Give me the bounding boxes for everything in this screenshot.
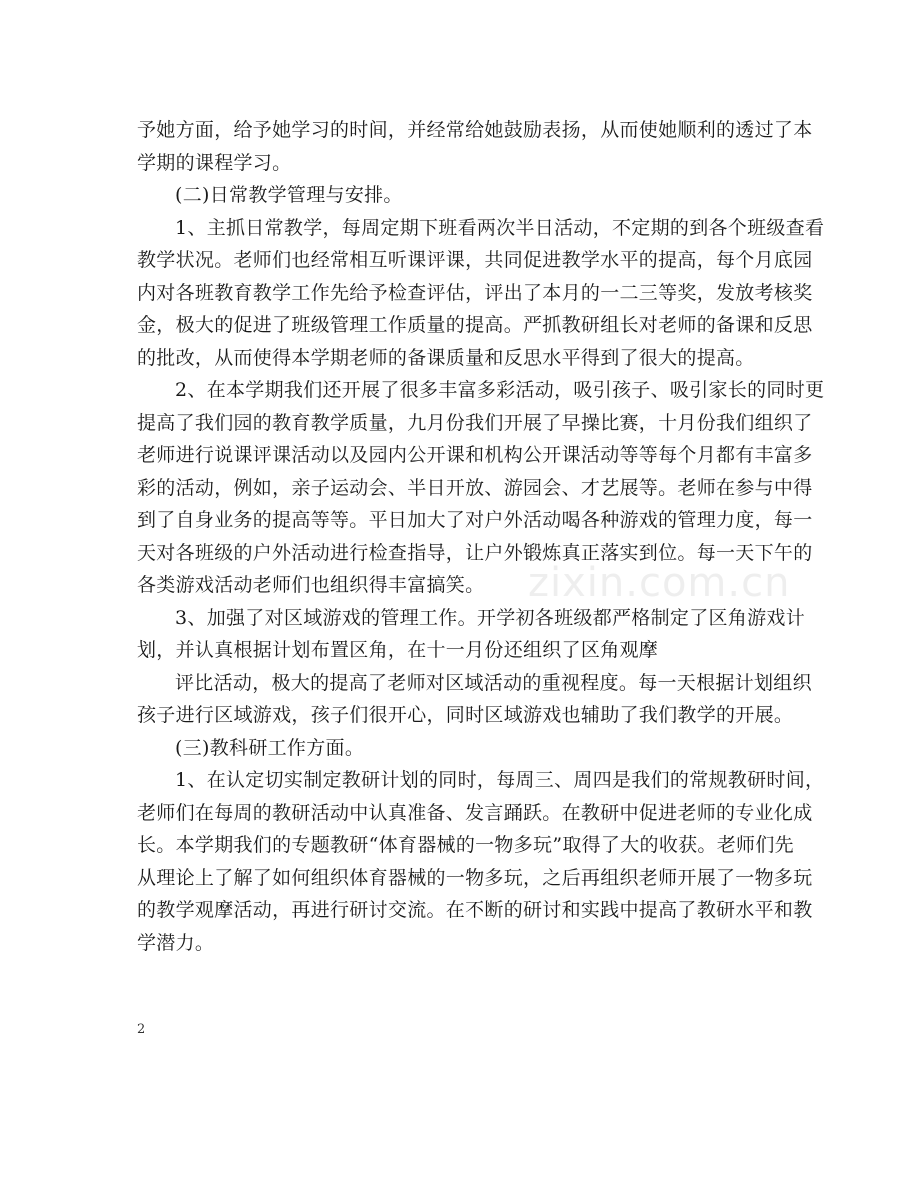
text-line: 彩的活动，例如，亲子运动会、半日开放、游园会、才艺展等。老师在参与中得 [137, 476, 813, 499]
text-line: 1、在认定切实制定教研计划的同时，每周三、周四是我们的常规教研时间， [175, 769, 825, 791]
text-line: 内对各班教育教学工作先给予检查评估，评出了本月的一二三等奖，发放考核奖 [137, 281, 813, 304]
text-line: 划，并认真根据计划布置区角，在十一月份还组织了区角观摩 [137, 639, 659, 661]
text-line: (三)教科研工作方面。 [175, 736, 365, 759]
text-line: 到了自身业务的提高等等。平日加大了对户外活动喝各种游戏的管理力度，每一 [137, 509, 813, 531]
text-line: 金，极大的促进了班级管理工作质量的提高。严抓教研组长对老师的备课和反思 [137, 314, 813, 336]
text-line: 1、主抓日常教学，每周定期下班看两次半日活动，不定期的到各个班级查看 [175, 216, 825, 239]
text-line: 评比活动，极大的提高了老师对区域活动的重视程度。每一天根据计划组织 [175, 671, 812, 694]
watermark: zixin.com.cn [528, 560, 791, 606]
page-number: 2 [137, 1022, 146, 1037]
text-line: 学期的课程学习。 [137, 151, 292, 174]
text-line: 3、加强了对区域游戏的管理工作。开学初各班级都严格制定了区角游戏计 [175, 606, 805, 629]
text-line: 学潜力。 [137, 931, 215, 954]
text-line: 的批改，从而使得本学期老师的备课质量和反思水平得到了很大的提高。 [137, 346, 755, 369]
text-line: 提高了我们园的教育教学质量，九月份我们开展了早操比赛，十月份我们组织了 [137, 411, 813, 434]
text-line: 各类游戏活动老师们也组织得丰富搞笑。 [137, 574, 485, 596]
text-line: 老师们在每周的教研活动中认真准备、发言踊跃。在教研中促进老师的专业化成 [137, 801, 813, 824]
text-line: 2、在本学期我们还开展了很多丰富多彩活动，吸引孩子、吸引家长的同时更 [175, 379, 825, 401]
text-line: (二)日常教学管理与安排。 [175, 184, 403, 206]
text-line: 天对各班级的户外活动进行检查指导，让户外锻炼真正落实到位。每一天下午的 [137, 541, 813, 564]
text-line: 的教学观摩活动，再进行研讨交流。在不断的研讨和实践中提高了教研水平和教 [137, 899, 813, 921]
document-body [137, 114, 825, 959]
text-line: 从理论上了解了如何组织体育器械的一物多玩，之后再组织老师开展了一物多玩 [137, 866, 813, 889]
text-line: 孩子进行区域游戏，孩子们很开心，同时区域游戏也辅助了我们教学的开展。 [137, 704, 794, 726]
text-line: 长。本学期我们的专题教研“体育器械的一物多玩”取得了大的收获。老师们先 [137, 834, 794, 856]
text-line: 教学状况。老师们也经常相互听课评课，共同促进教学水平的提高，每个月底园 [137, 249, 813, 271]
text-line: 老师进行说课评课活动以及园内公开课和机构公开课活动等等每个月都有丰富多 [137, 444, 813, 466]
text-line: 予她方面，给予她学习的时间，并经常给她鼓励表扬，从而使她顺利的透过了本 [137, 119, 813, 141]
